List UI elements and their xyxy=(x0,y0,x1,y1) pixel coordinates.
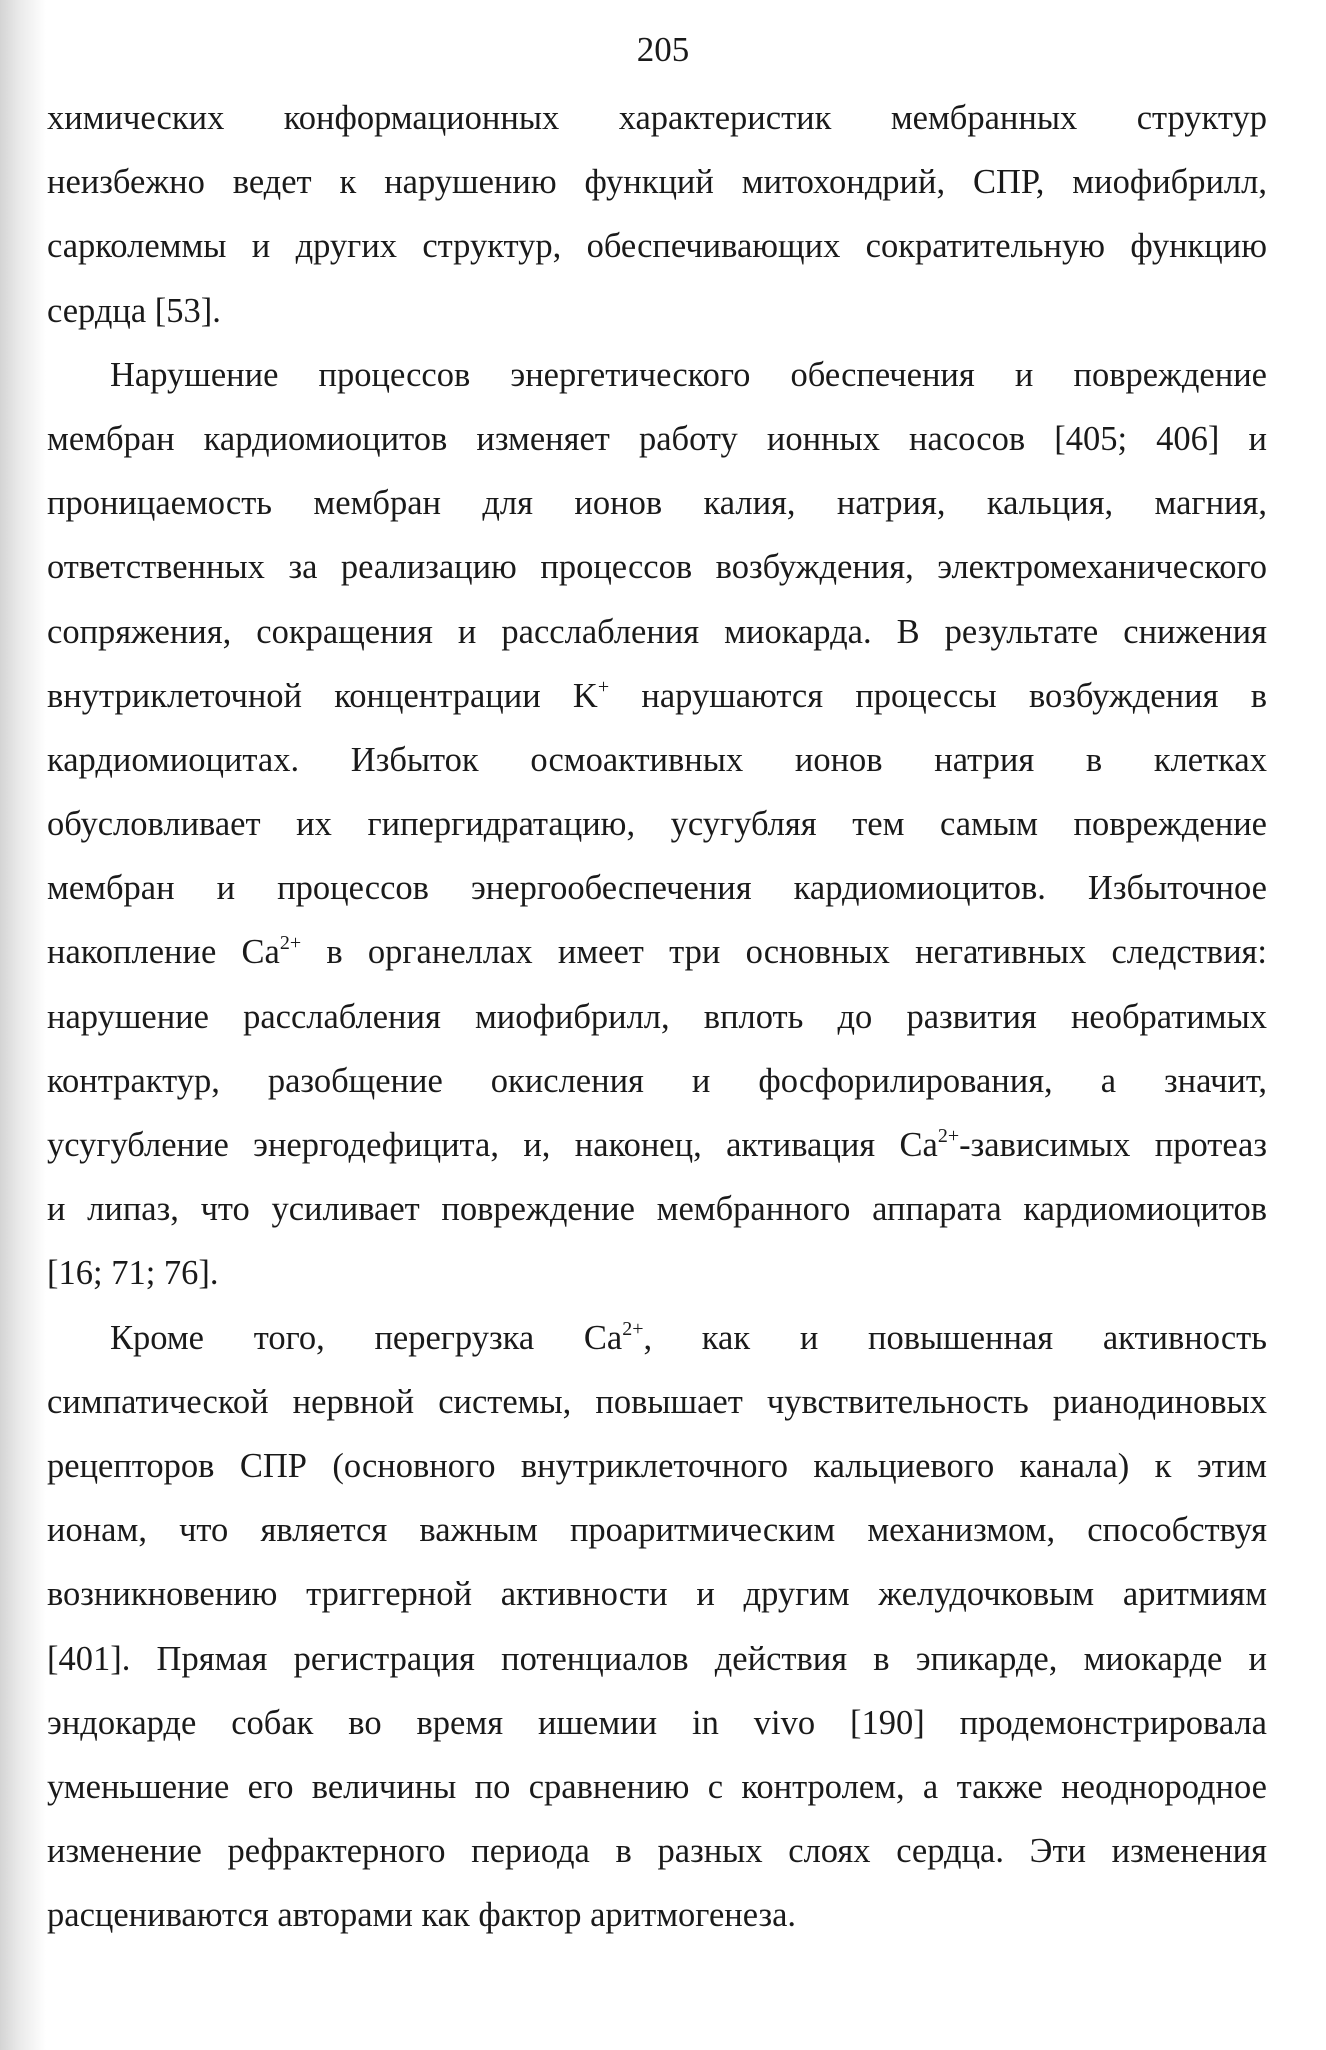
text-line: ответственных за реализацию процессов возбуждения, электромеханического xyxy=(47,548,1267,587)
text-line: мембран кардиомиоцитов изменяет работу ионных насосов [405; 406] и xyxy=(47,419,1267,458)
superscript: 2+ xyxy=(279,932,302,955)
line-text: Кроме того, перегрузка Ca xyxy=(110,1318,623,1357)
text-line-with-superscript xyxy=(47,920,1267,984)
text-line-with-superscript xyxy=(47,664,1267,728)
text-line: мембран и процессов энергообеспечения кардиомиоцитов. Избыточное xyxy=(47,869,1267,908)
text-line: химических конформационных характеристик мембранных структур xyxy=(47,99,1267,137)
text-line-with-superscript xyxy=(47,1113,1267,1177)
text-line: контрактур, разобщение окисления и фосфорилирования, а значит, xyxy=(47,1061,1267,1100)
text-line: кардиомиоцитах. Избыток осмоактивных ионов натрия в клетках xyxy=(47,740,1267,779)
text-line: симпатической нервной системы, повышает чувствительность рианодиновых xyxy=(47,1382,1267,1421)
superscript: 2+ xyxy=(622,1317,644,1340)
document-body xyxy=(47,86,1267,1947)
text-line: [401]. Прямая регистрация потенциалов действия в эпикарде, миокарде и xyxy=(47,1639,1267,1678)
text-line: ионам, что является важным проаритмическим механизмом, способствуя xyxy=(47,1511,1267,1550)
text-line: сопряжения, сокращения и расслабления миокарда. В результате снижения xyxy=(47,612,1267,651)
line-text: -зависимых протеаз xyxy=(959,1126,1267,1164)
line-text: накопление Ca xyxy=(47,933,280,972)
text-line: рецепторов СПР (основного внутриклеточного кальциевого канала) к этим xyxy=(47,1446,1267,1485)
text-line: эндокарде собак во время ишемии in vivo [190] продемонстрировала xyxy=(47,1703,1267,1742)
text-line: обусловливает их гипергидратацию, усугубляя тем самым повреждение xyxy=(47,805,1267,844)
line-text: усугубление энергодефицита, и, наконец, активация Ca xyxy=(47,1126,938,1164)
text-line: и липаз, что усиливает повреждение мембранного аппарата кардиомиоцитов xyxy=(47,1190,1267,1229)
paragraph-end-line: расцениваются авторами как фактор аритмогенеза. xyxy=(47,1896,797,1935)
text-line: изменение рефрактерного периода в разных слоях сердца. Эти изменения xyxy=(47,1832,1267,1871)
line-text: нарушаются процессы возбуждения в xyxy=(609,676,1267,715)
scan-shadow-edge xyxy=(0,0,46,2050)
paragraph-end-line: сердца [53]. xyxy=(47,291,221,330)
text-line: возникновению триггерной активности и другим желудочковым аритмиям xyxy=(47,1575,1267,1614)
line-text: , как и повышенная активность xyxy=(643,1318,1267,1357)
page-number: 205 xyxy=(636,30,690,69)
line-text: в органеллах имеет три основных негативных следствия: xyxy=(301,933,1268,972)
paragraph-start-line: Нарушение процессов энергетического обеспечения и повреждение xyxy=(110,355,1267,394)
text-line: проницаемость мембран для ионов калия, натрия, кальция, магния, xyxy=(47,484,1267,523)
paragraph-end-line: [16; 71; 76]. xyxy=(47,1254,219,1293)
paragraph-start-line-with-superscript xyxy=(47,1306,1267,1370)
text-line: сарколеммы и других структур, обеспечивающих сократительную функцию xyxy=(47,227,1267,266)
line-text: внутриклеточной концентрации K xyxy=(47,676,598,715)
text-line: нарушение расслабления миофибрилл, вплоть до развития необратимых xyxy=(47,997,1267,1036)
superscript: + xyxy=(597,675,610,698)
text-line: уменьшение его величины по сравнению с контролем, а также неоднородное xyxy=(47,1767,1267,1806)
text-line: неизбежно ведет к нарушению функций митохондрий, СПР, миофибрилл, xyxy=(47,163,1267,202)
superscript: 2+ xyxy=(937,1125,960,1147)
